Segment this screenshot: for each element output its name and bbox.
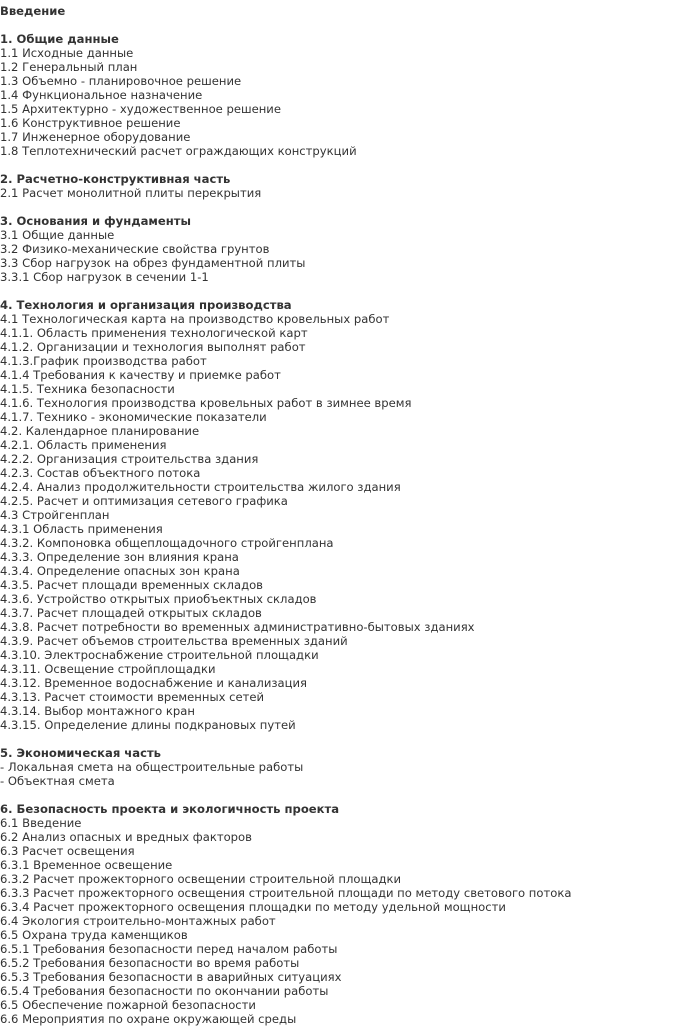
toc-item: 4.2.3. Состав объектного потока — [0, 466, 201, 480]
toc-item: 1.1 Исходные данные — [0, 46, 134, 60]
toc-item: 4.2.1. Область применения — [0, 438, 167, 452]
toc-item: 6.3.1 Временное освещение — [0, 858, 173, 872]
toc-item: 4.3.3. Определение зон влияния крана — [0, 550, 239, 564]
toc-item: 4.2.2. Организация строительства здания — [0, 452, 259, 466]
toc-item: 6.3.3 Расчет прожекторного освещения строительной площади по методу светового потока — [0, 886, 572, 900]
toc-item: 4.2.5. Расчет и оптимизация сетевого графика — [0, 494, 288, 508]
toc-item: 4.3.9. Расчет объемов строительства временных зданий — [0, 634, 348, 648]
toc-item: 6.4 Экология строительно-монтажных работ — [0, 914, 276, 928]
toc-item: 4.2.4. Анализ продолжительности строительства жилого здания — [0, 480, 401, 494]
toc-item: 4.3.7. Расчет площадей открытых складов — [0, 606, 262, 620]
toc-item: 2.1 Расчет монолитной плиты перекрытия — [0, 186, 262, 200]
toc-item: 4.2. Календарное планирование — [0, 424, 200, 438]
toc-item: 6.3.4 Расчет прожекторного освещения площадки по методу удельной мощности — [0, 900, 506, 914]
section-heading: Введение — [0, 4, 66, 18]
spacer — [0, 18, 700, 32]
toc-item: 6.5.2 Требования безопасности во время работы — [0, 956, 300, 970]
toc-item: 1.3 Объемно - планировочное решение — [0, 74, 242, 88]
toc-item: 1.5 Архитектурно - художественное решение — [0, 102, 281, 116]
section-heading: 4. Технология и организация производства — [0, 298, 292, 312]
section-heading: 6. Безопасность проекта и экологичность проекта — [0, 802, 340, 816]
toc-item: 4.1.7. Технико - экономические показатели — [0, 410, 267, 424]
toc-item: - Локальная смета на общестроительные работы — [0, 760, 304, 774]
toc-item: 4.1 Технологическая карта на производство кровельных работ — [0, 312, 390, 326]
toc-item: 4.3.6. Устройство открытых приобъектных складов — [0, 592, 317, 606]
section-heading: 5. Экономическая часть — [0, 746, 161, 760]
toc-item: 4.3.13. Расчет стоимости временных сетей — [0, 690, 265, 704]
toc-item: 3.3.1 Сбор нагрузок в сечении 1-1 — [0, 270, 209, 284]
toc-item: 3.3 Сбор нагрузок на обрез фундаментной плиты — [0, 256, 306, 270]
table-of-contents — [0, 4, 700, 1026]
section-heading: 2. Расчетно-конструктивная часть — [0, 172, 231, 186]
toc-item: 4.3.12. Временное водоснабжение и канализация — [0, 676, 308, 690]
toc-item: 4.1.4 Требования к качеству и приемке работ — [0, 368, 281, 382]
toc-item: 3.2 Физико-механические свойства грунтов — [0, 242, 270, 256]
toc-item: 6.3 Расчет освещения — [0, 844, 135, 858]
toc-item: 1.7 Инженерное оборудование — [0, 130, 191, 144]
spacer — [0, 788, 700, 802]
toc-item: 4.3.11. Освещение стройплощадки — [0, 662, 216, 676]
toc-item: 1.8 Теплотехнический расчет ограждающих конструкций — [0, 144, 357, 158]
toc-item: 6.6 Мероприятия по охране окружающей среды — [0, 1012, 297, 1026]
section-heading: 3. Основания и фундаменты — [0, 214, 191, 228]
toc-item: 4.3.15. Определение длины подкрановых путей — [0, 718, 296, 732]
toc-item: 4.3.4. Определение опасных зон крана — [0, 564, 240, 578]
toc-item: 4.3 Стройгенплан — [0, 508, 110, 522]
toc-item: - Объектная смета — [0, 774, 115, 788]
toc-item: 4.1.5. Техника безопасности — [0, 382, 175, 396]
toc-item: 6.5 Обеспечение пожарной безопасности — [0, 998, 256, 1012]
toc-item: 6.3.2 Расчет прожекторного освещении строительной площадки — [0, 872, 402, 886]
toc-item: 4.1.6. Технология производства кровельных работ в зимнее время — [0, 396, 412, 410]
section-heading: 1. Общие данные — [0, 32, 119, 46]
toc-item: 4.3.14. Выбор монтажного кран — [0, 704, 195, 718]
toc-item: 4.1.1. Область применения технологической карт — [0, 326, 308, 340]
toc-item: 6.5 Охрана труда каменщиков — [0, 928, 188, 942]
toc-item: 6.1 Введение — [0, 816, 82, 830]
spacer — [0, 200, 700, 214]
toc-item: 3.1 Общие данные — [0, 228, 115, 242]
spacer — [0, 284, 700, 298]
toc-item: 4.3.5. Расчет площади временных складов — [0, 578, 264, 592]
toc-item: 4.3.1 Область применения — [0, 522, 163, 536]
toc-item: 4.1.3.График производства работ — [0, 354, 207, 368]
toc-item: 1.2 Генеральный план — [0, 60, 138, 74]
spacer — [0, 732, 700, 746]
toc-item: 4.3.10. Электроснабжение строительной площадки — [0, 648, 319, 662]
spacer — [0, 158, 700, 172]
toc-item: 6.2 Анализ опасных и вредных факторов — [0, 830, 252, 844]
toc-item: 1.4 Функциональное назначение — [0, 88, 203, 102]
toc-item: 4.3.8. Расчет потребности во временных административно-бытовых зданиях — [0, 620, 475, 634]
toc-item: 4.3.2. Компоновка общеплощадочного стройгенплана — [0, 536, 334, 550]
toc-item: 6.5.4 Требования безопасности по окончании работы — [0, 984, 329, 998]
toc-item: 6.5.3 Требования безопасности в аварийных ситуациях — [0, 970, 342, 984]
toc-item: 6.5.1 Требования безопасности перед началом работы — [0, 942, 338, 956]
toc-item: 1.6 Конструктивное решение — [0, 116, 181, 130]
toc-item: 4.1.2. Организации и технология выполнят работ — [0, 340, 306, 354]
